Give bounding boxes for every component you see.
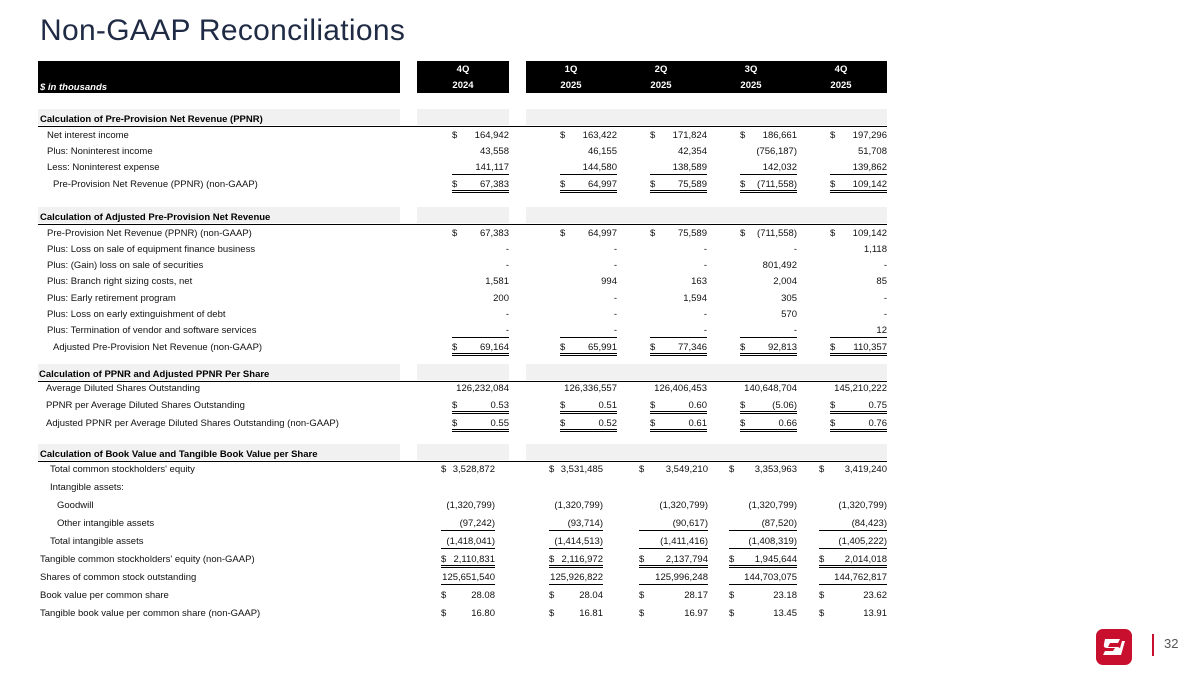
table-row	[0, 535, 1200, 551]
table-row	[0, 417, 1200, 433]
currency-symbol: $	[549, 554, 555, 565]
row-label: Goodwill	[57, 500, 94, 511]
currency-symbol: $	[729, 464, 735, 475]
cell-value: 145,210,222	[834, 383, 887, 394]
currency-symbol: $	[639, 464, 645, 475]
cell-value: 141,117	[475, 162, 509, 173]
cell-value: -	[793, 244, 797, 255]
cell-value: 1,945,644	[754, 554, 797, 565]
table-row	[0, 399, 1200, 415]
units-label: $ in thousands	[40, 82, 108, 93]
cell-value: -	[703, 244, 707, 255]
currency-symbol: $	[819, 608, 825, 619]
cell-value: (1,405,222)	[838, 536, 887, 547]
row-label: Total intangible assets	[50, 536, 144, 547]
table-row	[0, 517, 1200, 533]
cell-value: 125,651,540	[442, 572, 495, 583]
table-row	[0, 243, 1200, 259]
currency-symbol: $	[549, 464, 555, 475]
table-cell	[740, 162, 797, 175]
currency-symbol: $	[560, 400, 566, 411]
table-cell	[819, 554, 887, 568]
table-row	[0, 463, 1200, 479]
cell-value: 144,762,817	[834, 572, 887, 583]
table-row	[0, 178, 1200, 194]
table-cell	[650, 418, 707, 432]
row-label: Average Diluted Shares Outstanding	[46, 383, 201, 394]
row-label: Shares of common stock outstanding	[40, 572, 197, 583]
table-row	[0, 292, 1200, 308]
currency-symbol: $	[639, 608, 645, 619]
column-header-year: 2024	[452, 80, 474, 91]
cell-value: 2,014,018	[844, 554, 887, 565]
table-cell	[740, 342, 797, 356]
cell-value: -	[505, 244, 509, 255]
row-label: Adjusted Pre-Provision Net Revenue (non-GAAP)	[53, 342, 263, 353]
table-row	[0, 308, 1200, 324]
cell-value: 67,383	[479, 228, 509, 239]
currency-symbol: $	[830, 400, 836, 411]
table-cell	[452, 418, 509, 432]
cell-value: 125,996,248	[655, 572, 708, 583]
currency-symbol: $	[740, 400, 746, 411]
section-header-band	[417, 364, 509, 380]
cell-value: 164,942	[474, 130, 509, 141]
table-row	[0, 145, 1200, 161]
cell-value: -	[613, 325, 617, 336]
column-header-quarter: 4Q	[834, 64, 848, 75]
table-cell	[560, 325, 617, 338]
table-row	[0, 382, 1200, 398]
table-cell	[560, 400, 617, 414]
table-cell	[560, 162, 617, 175]
currency-symbol: $	[740, 342, 746, 353]
row-label: Plus: Early retirement program	[47, 293, 176, 304]
cell-value: -	[793, 325, 797, 336]
cell-value: -	[613, 244, 617, 255]
cell-value: 75,589	[677, 228, 707, 239]
cell-value: -	[613, 260, 617, 271]
table-row	[0, 129, 1200, 145]
cell-value: 69,164	[479, 342, 509, 353]
cell-value: 3,528,872	[452, 464, 495, 475]
cell-value: (97,242)	[459, 518, 495, 529]
cell-value: -	[883, 309, 887, 320]
currency-symbol: $	[650, 342, 656, 353]
page-number: 32	[1164, 636, 1179, 651]
table-row	[0, 499, 1200, 515]
cell-value: 28.17	[684, 590, 708, 601]
column-header-year: 2025	[830, 80, 852, 91]
currency-symbol: $	[650, 179, 656, 190]
footer-divider	[1152, 634, 1154, 656]
cell-value: 200	[493, 293, 509, 304]
cell-value: 3,531,485	[560, 464, 603, 475]
currency-symbol: $	[441, 590, 447, 601]
currency-symbol: $	[650, 228, 656, 239]
section-header: Calculation of Book Value and Tangible Book Value per Share	[40, 449, 318, 460]
cell-value: 1,581	[485, 276, 509, 287]
cell-value: (711,558)	[757, 179, 797, 190]
table-cell	[441, 572, 495, 585]
cell-value: 28.08	[471, 590, 495, 601]
currency-symbol: $	[740, 179, 746, 190]
column-header-quarter: 3Q	[744, 64, 758, 75]
row-label: Plus: Loss on early extinguishment of debt	[47, 309, 226, 320]
table-cell	[452, 179, 509, 193]
column-header-quarter: 1Q	[564, 64, 578, 75]
currency-symbol: $	[441, 608, 447, 619]
currency-symbol: $	[650, 130, 656, 141]
currency-symbol: $	[729, 554, 735, 565]
cell-value: 110,357	[853, 342, 887, 353]
table-cell	[729, 572, 797, 585]
table-cell	[639, 554, 708, 568]
table-cell	[452, 342, 509, 356]
column-header-year: 2025	[650, 80, 672, 91]
cell-value: 0.66	[778, 418, 797, 429]
currency-symbol: $	[729, 590, 735, 601]
table-row	[0, 259, 1200, 275]
cell-value: 23.62	[863, 590, 887, 601]
cell-value: 138,589	[672, 162, 707, 173]
currency-symbol: $	[830, 130, 836, 141]
currency-symbol: $	[830, 228, 836, 239]
cell-value: 163,422	[582, 130, 617, 141]
currency-symbol: $	[560, 228, 566, 239]
cell-value: 0.75	[868, 400, 887, 411]
table-cell	[830, 342, 887, 356]
cell-value: 3,549,210	[665, 464, 708, 475]
table-cell	[549, 518, 603, 531]
cell-value: -	[883, 260, 887, 271]
currency-symbol: $	[819, 464, 825, 475]
table-cell	[740, 325, 797, 338]
table-cell	[650, 400, 707, 414]
currency-symbol: $	[452, 228, 458, 239]
table-cell	[441, 536, 495, 549]
cell-value: 43,558	[479, 146, 509, 157]
cell-value: 126,336,557	[564, 383, 617, 394]
currency-symbol: $	[639, 554, 645, 565]
section-header-band	[526, 444, 887, 460]
cell-value: 92,813	[767, 342, 797, 353]
cell-value: (1,320,799)	[659, 500, 708, 511]
cell-value: -	[505, 260, 509, 271]
cell-value: 2,004	[773, 276, 797, 287]
section-rule	[38, 126, 887, 127]
row-label: Plus: Termination of vendor and software services	[47, 325, 257, 336]
currency-symbol: $	[560, 342, 566, 353]
section-header-band	[417, 109, 509, 125]
currency-symbol: $	[830, 342, 836, 353]
section-header-band	[526, 109, 887, 125]
cell-value: 142,032	[762, 162, 797, 173]
currency-symbol: $	[560, 418, 566, 429]
cell-value: (1,320,799)	[748, 500, 797, 511]
cell-value: 13.45	[773, 608, 797, 619]
table-cell	[441, 554, 495, 568]
section-rule	[38, 461, 887, 462]
table-cell	[830, 162, 887, 175]
cell-value: 186,661	[762, 130, 797, 141]
table-cell	[650, 179, 707, 193]
cell-value: 2,110,831	[453, 554, 495, 565]
table-row	[0, 161, 1200, 177]
row-label: Pre-Provision Net Revenue (PPNR) (non-GAAP)	[47, 228, 252, 239]
section-rule	[38, 224, 887, 225]
table-row	[0, 227, 1200, 243]
cell-value: 23.18	[773, 590, 797, 601]
table-cell	[639, 518, 708, 531]
cell-value: -	[505, 325, 509, 336]
cell-value: 51,708	[857, 146, 887, 157]
cell-value: 126,406,453	[654, 383, 707, 394]
row-label: Pre-Provision Net Revenue (PPNR) (non-GAAP)	[53, 179, 258, 190]
currency-symbol: $	[650, 418, 656, 429]
row-label: Total common stockholders' equity	[50, 464, 195, 475]
cell-value: 46,155	[587, 146, 617, 157]
row-label: Plus: Loss on sale of equipment finance business	[47, 244, 256, 255]
table-row	[0, 571, 1200, 587]
cell-value: 109,142	[852, 228, 887, 239]
cell-value: -	[505, 309, 509, 320]
column-header-year: 2025	[740, 80, 762, 91]
table-cell	[650, 342, 707, 356]
cell-value: 13.91	[863, 608, 887, 619]
cell-value: 197,296	[852, 130, 887, 141]
cell-value: (711,558)	[757, 228, 797, 239]
table-cell	[549, 554, 603, 568]
cell-value: 16.81	[579, 608, 603, 619]
section-header-band	[526, 207, 887, 223]
cell-value: 65,991	[587, 342, 617, 353]
row-label: Intangible assets:	[50, 482, 124, 493]
page-title: Non-GAAP Reconciliations	[40, 14, 406, 47]
currency-symbol: $	[549, 608, 555, 619]
table-cell	[729, 554, 797, 568]
column-header-quarter: 4Q	[456, 64, 470, 75]
table-cell	[650, 325, 707, 338]
cell-value: (93,714)	[567, 518, 603, 529]
currency-symbol: $	[441, 554, 447, 565]
column-header-year: 2025	[560, 80, 582, 91]
currency-symbol: $	[819, 554, 825, 565]
currency-symbol: $	[560, 179, 566, 190]
table-cell	[729, 536, 797, 549]
table-cell	[549, 536, 603, 549]
cell-value: 163	[691, 276, 707, 287]
table-row	[0, 589, 1200, 605]
cell-value: 85	[876, 276, 887, 287]
row-label: Plus: Branch right sizing costs, net	[47, 276, 193, 287]
currency-symbol: $	[740, 418, 746, 429]
cell-value: 64,997	[587, 228, 617, 239]
section-header: Calculation of Pre-Provision Net Revenue (PPNR)	[40, 114, 263, 125]
cell-value: 16.80	[471, 608, 495, 619]
cell-value: 16.97	[684, 608, 708, 619]
currency-symbol: $	[819, 590, 825, 601]
cell-value: -	[703, 260, 707, 271]
table-cell	[560, 179, 617, 193]
company-logo-icon	[1096, 629, 1132, 665]
cell-value: 0.61	[688, 418, 707, 429]
cell-value: 126,232,084	[456, 383, 509, 394]
table-cell	[650, 162, 707, 175]
table-cell	[830, 179, 887, 193]
cell-value: 1,118	[863, 244, 887, 255]
table-cell	[830, 418, 887, 432]
cell-value: 75,589	[677, 179, 707, 190]
table-cell	[740, 418, 797, 432]
currency-symbol: $	[729, 608, 735, 619]
table-cell	[549, 572, 603, 585]
currency-symbol: $	[560, 130, 566, 141]
cell-value: 994	[601, 276, 617, 287]
cell-value: 139,862	[852, 162, 887, 173]
section-header-band	[526, 364, 887, 380]
cell-value: 1,594	[683, 293, 707, 304]
section-header: Calculation of Adjusted Pre-Provision Net Revenue	[40, 212, 271, 223]
cell-value: (87,520)	[761, 518, 797, 529]
row-label: Book value per common share	[40, 590, 169, 601]
table-cell	[452, 325, 509, 338]
cell-value: 2,116,972	[561, 554, 603, 565]
table-cell	[819, 518, 887, 531]
cell-value: 144,703,075	[744, 572, 797, 583]
cell-value: (1,320,799)	[838, 500, 887, 511]
cell-value: (1,320,799)	[554, 500, 603, 511]
cell-value: (1,320,799)	[446, 500, 495, 511]
cell-value: 0.76	[868, 418, 887, 429]
section-header-band	[417, 207, 509, 223]
table-row	[0, 324, 1200, 340]
currency-symbol: $	[830, 179, 836, 190]
currency-symbol: $	[639, 590, 645, 601]
cell-value: (1,408,319)	[748, 536, 797, 547]
row-label: PPNR per Average Diluted Shares Outstanding	[46, 400, 245, 411]
cell-value: 570	[781, 309, 797, 320]
table-cell	[452, 162, 509, 175]
table-cell	[441, 518, 495, 531]
table-cell	[729, 518, 797, 531]
cell-value: (90,617)	[672, 518, 708, 529]
currency-symbol: $	[452, 179, 458, 190]
cell-value: 77,346	[677, 342, 707, 353]
cell-value: 0.52	[598, 418, 617, 429]
cell-value: 0.55	[490, 418, 509, 429]
table-cell	[830, 400, 887, 414]
currency-symbol: $	[452, 342, 458, 353]
row-label: Tangible book value per common share (non-GAAP)	[40, 608, 261, 619]
section-header-band	[417, 444, 509, 460]
cell-value: (1,414,513)	[554, 536, 603, 547]
row-label: Adjusted PPNR per Average Diluted Shares Outstanding (non-GAAP)	[46, 418, 339, 429]
section-header: Calculation of PPNR and Adjusted PPNR Per Share	[39, 369, 270, 380]
cell-value: (1,418,041)	[446, 536, 495, 547]
currency-symbol: $	[740, 228, 746, 239]
cell-value: 0.60	[688, 400, 707, 411]
cell-value: (84,423)	[851, 518, 887, 529]
cell-value: 28.04	[579, 590, 603, 601]
cell-value: -	[613, 293, 617, 304]
currency-symbol: $	[452, 418, 458, 429]
table-cell	[560, 418, 617, 432]
table-cell	[639, 572, 708, 585]
cell-value: -	[613, 309, 617, 320]
table-cell	[740, 179, 797, 193]
cell-value: 0.53	[490, 400, 509, 411]
currency-symbol: $	[830, 418, 836, 429]
cell-value: 3,419,240	[844, 464, 887, 475]
cell-value: -	[703, 325, 707, 336]
currency-symbol: $	[740, 130, 746, 141]
cell-value: 2,137,794	[665, 554, 708, 565]
row-label: Plus: (Gain) loss on sale of securities	[47, 260, 204, 271]
table-row	[0, 275, 1200, 291]
cell-value: 305	[781, 293, 797, 304]
currency-symbol: $	[441, 464, 447, 475]
table-cell	[819, 536, 887, 549]
row-label: Less: Noninterest expense	[47, 162, 160, 173]
cell-value: 0.51	[598, 400, 617, 411]
table-row	[0, 607, 1200, 623]
table-cell	[740, 400, 797, 414]
cell-value: 125,926,822	[550, 572, 603, 583]
currency-symbol: $	[650, 400, 656, 411]
table-row	[0, 341, 1200, 357]
cell-value: -	[883, 293, 887, 304]
table-cell	[830, 325, 887, 338]
cell-value: (756,187)	[756, 146, 797, 157]
currency-symbol: $	[452, 400, 458, 411]
row-label: Other intangible assets	[57, 518, 155, 529]
cell-value: -	[703, 309, 707, 320]
cell-value: 109,142	[852, 179, 887, 190]
table-cell	[819, 572, 887, 585]
cell-value: 42,354	[677, 146, 707, 157]
currency-symbol: $	[452, 130, 458, 141]
cell-value: (1,411,416)	[660, 536, 708, 547]
cell-value: (5.06)	[772, 400, 797, 411]
cell-value: 12	[876, 325, 887, 336]
cell-value: 140,648,704	[744, 383, 797, 394]
cell-value: 64,997	[587, 179, 617, 190]
cell-value: 67,383	[479, 179, 509, 190]
cell-value: 3,353,963	[754, 464, 797, 475]
column-header-quarter: 2Q	[654, 64, 668, 75]
table-row	[0, 481, 1200, 497]
table-cell	[452, 400, 509, 414]
row-label: Net interest income	[47, 130, 129, 141]
currency-symbol: $	[549, 590, 555, 601]
cell-value: 144,580	[582, 162, 617, 173]
cell-value: 171,824	[672, 130, 707, 141]
table-row	[0, 553, 1200, 569]
table-cell	[639, 536, 708, 549]
row-label: Tangible common stockholders' equity (non-GAAP)	[40, 554, 255, 565]
table-cell	[560, 342, 617, 356]
cell-value: 801,492	[762, 260, 797, 271]
row-label: Plus: Noninterest income	[47, 146, 153, 157]
